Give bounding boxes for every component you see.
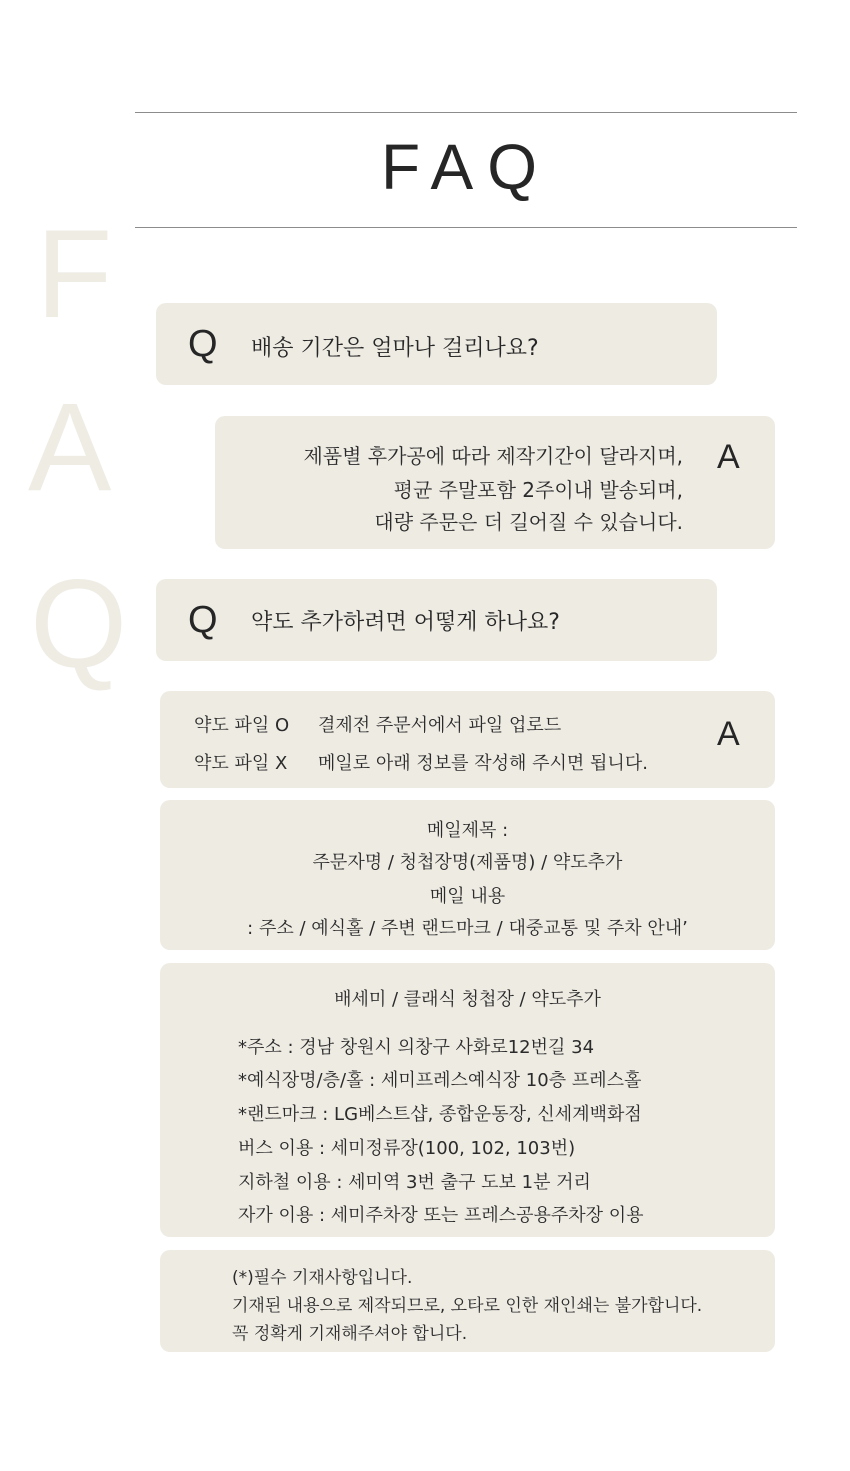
- example-subway: 지하철 이용 : 세미역 3번 출구 도보 1분 거리: [238, 1172, 591, 1193]
- example-car: 자가 이용 : 세미주차장 또는 프레스공용주차장 이용: [238, 1205, 644, 1226]
- notice-line-3: 꼭 정확게 기재해주셔야 합니다.: [232, 1324, 468, 1344]
- mail-info-card: [160, 800, 775, 950]
- question-text: 약도 추가하려면 어떻게 하나요?: [251, 610, 560, 635]
- mail-subject-format: 주문자명 / 청첩장명(제품명) / 약도추가: [312, 852, 623, 873]
- option-label-with-file: 약도 파일 O: [194, 715, 290, 736]
- notice-line-1: (*)필수 기재사항입니다.: [232, 1268, 413, 1288]
- faq-answer-card-1: [215, 416, 775, 549]
- background-letter-a: A: [28, 378, 112, 517]
- mail-subject-label: 메일제목 :: [426, 820, 509, 841]
- page-title: FAQ: [380, 131, 552, 203]
- notice-line-2: 기재된 내용으로 제작되므로, 오타로 인한 재인쇄는 불가합니다.: [232, 1296, 703, 1316]
- example-title: 배세미 / 클래식 청첩장 / 약도추가: [334, 989, 601, 1010]
- mail-content-label: 메일 내용: [429, 886, 506, 907]
- question-text: 배송 기간은 얼마나 걸리나요?: [251, 336, 539, 361]
- faq-answer-card-2: [160, 691, 775, 788]
- example-bus: 버스 이용 : 세미정류장(100, 102, 103번): [238, 1138, 576, 1159]
- top-divider: [135, 112, 797, 113]
- answer-line-3: 대량 주문은 더 길어질 수 있습니다.: [374, 510, 683, 534]
- question-mark-label: Q: [188, 599, 218, 641]
- answer-mark-label: A: [717, 438, 740, 476]
- answer-line-1: 제품별 후가공에 따라 제작기간이 달라지며,: [303, 444, 683, 468]
- example-landmark: *랜드마크 : LG베스트샵, 종합운동장, 신세계백화점: [238, 1104, 642, 1125]
- example-address: *주소 : 경남 창원시 의창구 사화로12번길 34: [238, 1037, 595, 1058]
- bottom-divider: [135, 227, 797, 228]
- question-mark-label: Q: [188, 323, 218, 365]
- notice-card: [160, 1250, 775, 1352]
- option-text-without-file: 메일로 아래 정보를 작성해 주시면 됩니다.: [318, 753, 648, 774]
- option-label-without-file: 약도 파일 X: [194, 753, 288, 774]
- faq-question-card-1: [156, 303, 717, 385]
- faq-question-card-2: [156, 579, 717, 661]
- background-letter-q: Q: [30, 555, 128, 694]
- background-letter-f: F: [36, 205, 113, 344]
- example-venue: *예식장명/층/홀 : 세미프레스예식장 10층 프레스홀: [238, 1070, 642, 1091]
- option-text-with-file: 결제전 주문서에서 파일 업로드: [318, 715, 562, 736]
- example-card: [160, 963, 775, 1237]
- answer-mark-label: A: [717, 715, 740, 753]
- mail-content-format: : 주소 / 예식홀 / 주변 랜드마크 / 대중교통 및 주차 안내’: [247, 918, 688, 939]
- answer-line-2: 평균 주말포함 2주이내 발송되며,: [393, 478, 683, 502]
